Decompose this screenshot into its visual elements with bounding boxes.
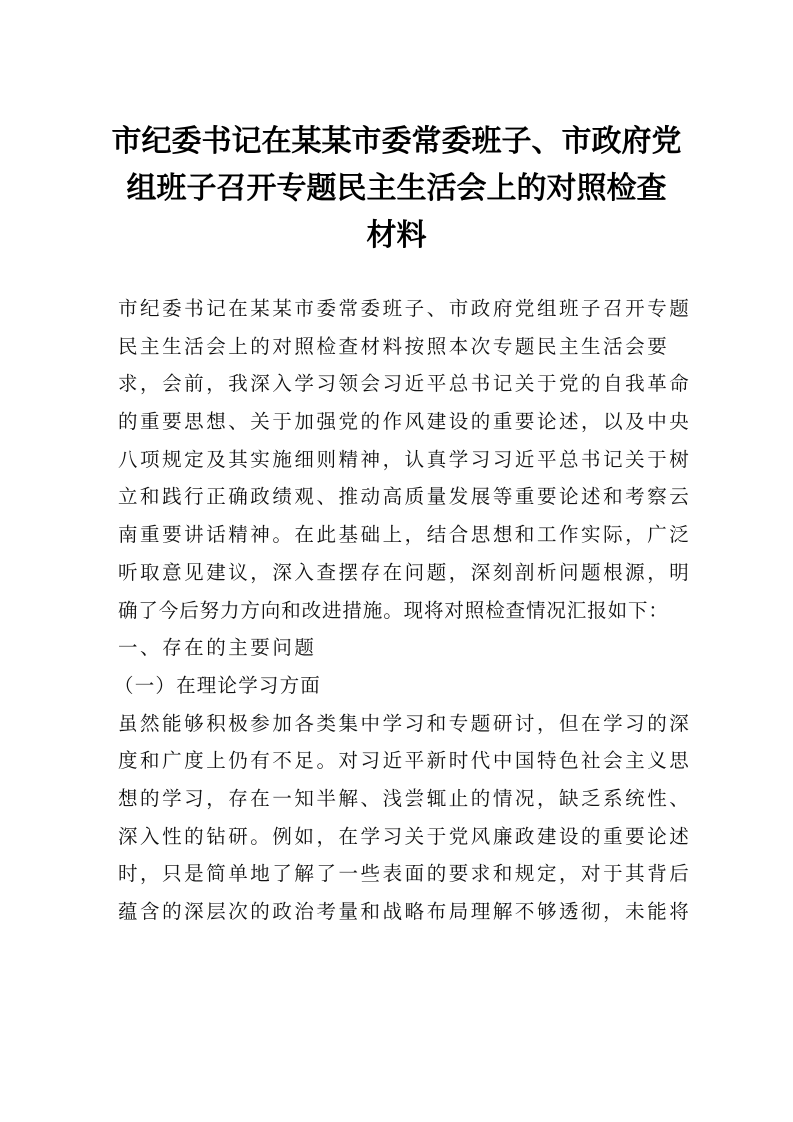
body-line: 立和践行正确政绩观、推动高质量发展等重要论述和考察云 [118,485,692,509]
title-line-3: 材料 [366,218,427,253]
body-line: 时，只是简单地了解了一些表面的要求和规定，对于其背后 [118,862,692,886]
body-line: 民主生活会上的对照检查材料按照本次专题民主生活会要 [118,334,670,358]
section-heading: 一、存在的主要问题 [118,636,317,660]
body-line: 想的学习，存在一知半解、浅尝辄止的情况，缺乏系统性、 [118,786,692,810]
body-line: 确了今后努力方向和改进措施。现将对照检查情况汇报如下： [118,598,669,622]
body-line: 虽然能够积极参加各类集中学习和专题研讨，但在学习的深 [118,711,692,735]
document-title [100,118,693,259]
body-line: 蕴含的深层次的政治考量和战略布局理解不够透彻，未能将 [118,900,692,923]
document-body [114,290,692,931]
body-line: 度和广度上仍有不足。对习近平新时代中国特色社会主义思 [118,749,692,773]
title-line-2: 组班子召开专题民主生活会上的对照检查 [126,171,667,206]
subsection-heading: （一）在理论学习方面 [114,673,322,697]
body-line: 听取意见建议，深入查摆存在问题，深刻剖析问题根源，明 [118,560,692,584]
body-line: 南重要讲话精神。在此基础上，结合思想和工作实际，广泛 [118,523,692,547]
title-line-1: 市纪委书记在某某市委常委班子、市政府党 [111,124,682,159]
body-line: 市纪委书记在某某市委常委班子、市政府党组班子召开专题 [118,297,692,320]
body-line: 八项规定及其实施细则精神，认真学习习近平总书记关于树 [118,447,692,471]
body-line: 的重要思想、关于加强党的作风建设的重要论述，以及中央 [118,410,692,434]
body-line: 深入性的钻研。例如，在学习关于党风廉政建设的重要论述 [118,824,692,848]
body-line: 求，会前，我深入学习领会习近平总书记关于党的自我革命 [118,372,692,396]
